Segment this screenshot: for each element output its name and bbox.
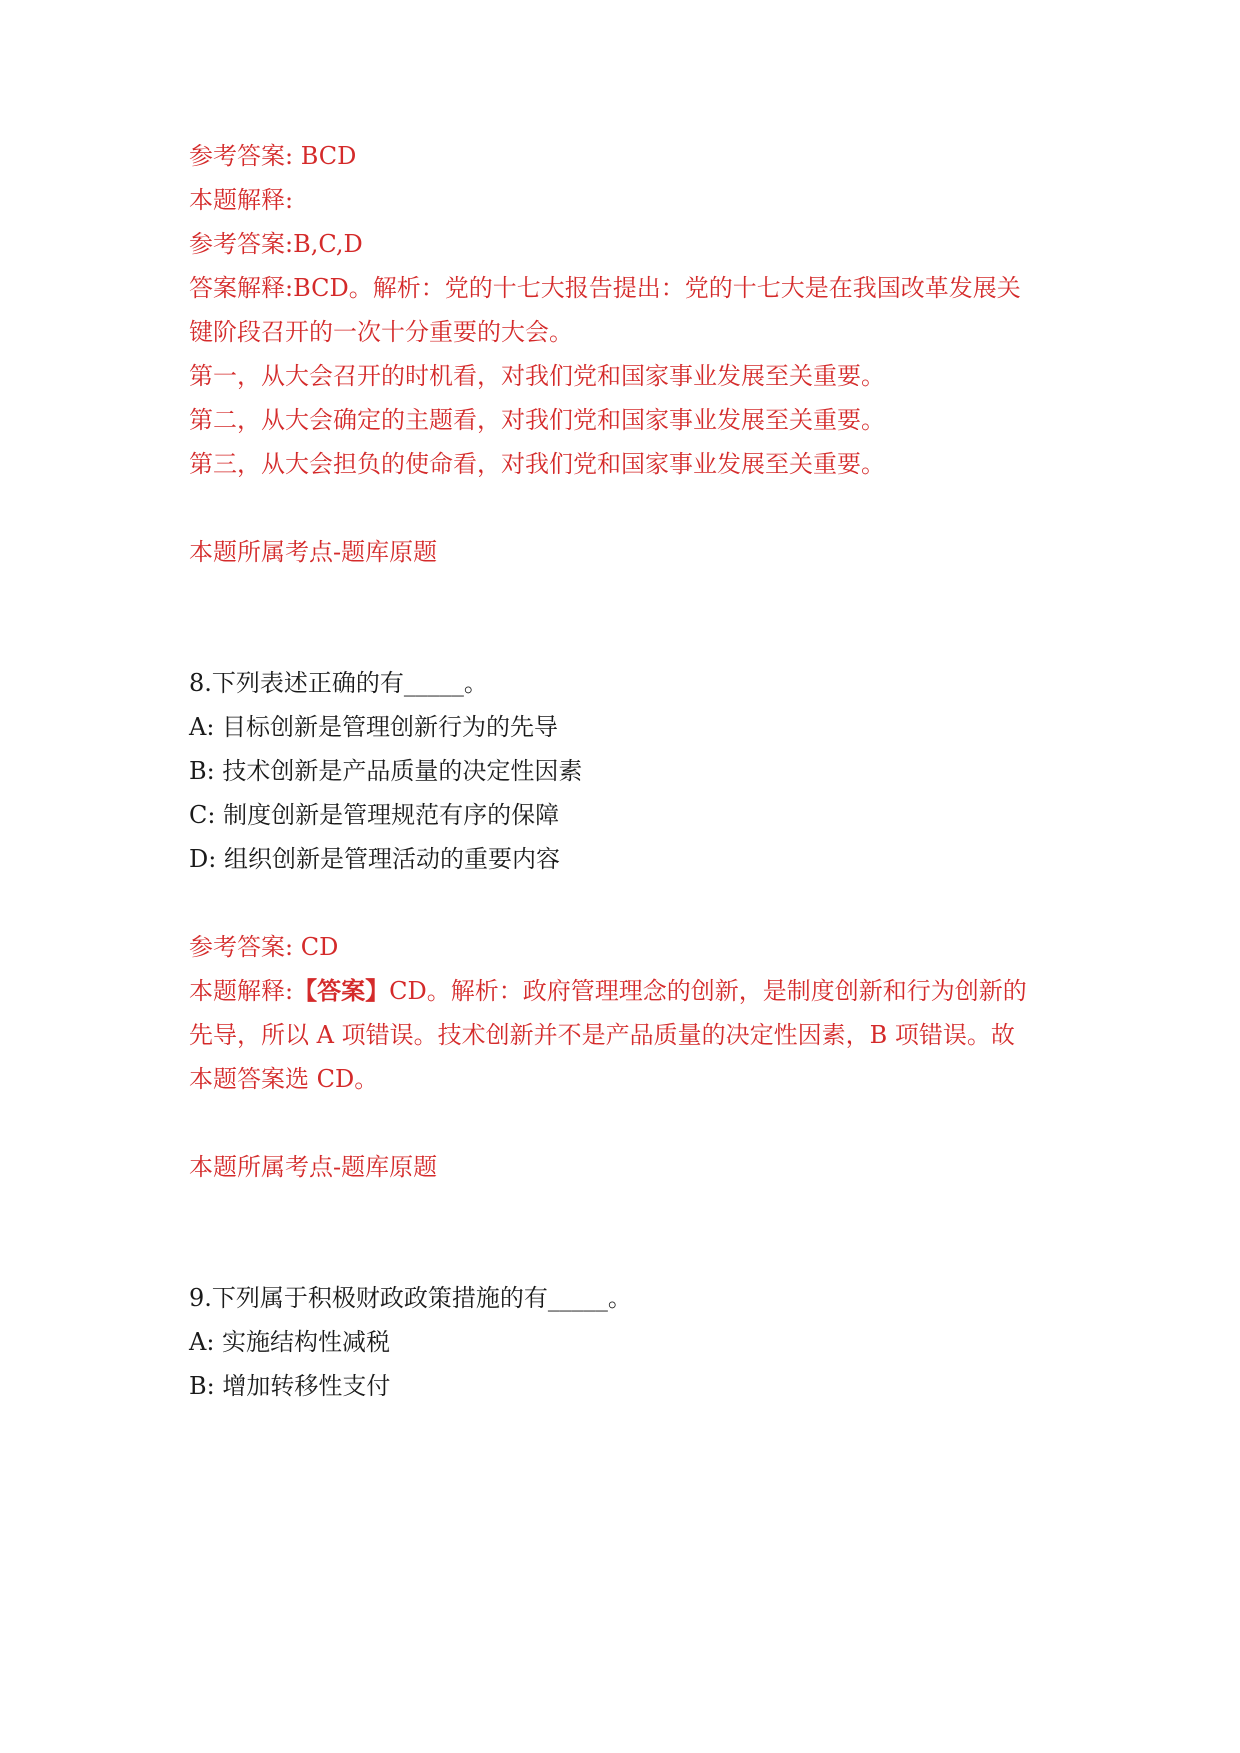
q8-explain-line-1-rest: CD。解析：政府管理理念的创新，是制度创新和行为创新的	[389, 977, 1027, 1005]
q7-answer-detail: 参考答案:B,C,D	[189, 230, 363, 258]
q7-explain-line-3: 第一，从大会召开的时机看，对我们党和国家事业发展至关重要。	[189, 362, 885, 390]
q7-explain-label: 本题解释:	[189, 186, 294, 214]
q8-answer: 参考答案: CD	[189, 933, 339, 961]
q8-explain-line-1	[189, 975, 1027, 1007]
q8-explain-prefix: 本题解释:	[189, 977, 294, 1005]
q7-explain-line-2: 键阶段召开的一次十分重要的大会。	[189, 318, 573, 346]
q7-explain-line-4: 第二，从大会确定的主题看，对我们党和国家事业发展至关重要。	[189, 406, 885, 434]
q7-answer: 参考答案: BCD	[189, 142, 357, 170]
q7-explain-line-5: 第三，从大会担负的使命看，对我们党和国家事业发展至关重要。	[189, 450, 885, 478]
q8-option-d: D: 组织创新是管理活动的重要内容	[189, 845, 560, 873]
q8-option-a: A: 目标创新是管理创新行为的先导	[189, 713, 559, 741]
q9-option-b: B: 增加转移性支付	[189, 1372, 391, 1400]
q8-option-b: B: 技术创新是产品质量的决定性因素	[189, 757, 583, 785]
q9-option-a: A: 实施结构性减税	[189, 1328, 391, 1356]
q9-stem: 9.下列属于积极财政政策措施的有_____。	[189, 1284, 632, 1312]
q8-option-c: C: 制度创新是管理规范有序的保障	[189, 801, 560, 829]
q8-explain-line-3: 本题答案选 CD。	[189, 1065, 379, 1093]
q8-explain-tag: 【答案】	[293, 976, 390, 1005]
q7-topic: 本题所属考点-题库原题	[189, 538, 438, 566]
q8-stem: 8.下列表述正确的有_____。	[189, 669, 488, 697]
q7-explain-line-1: 答案解释:BCD。解析：党的十七大报告提出：党的十七大是在我国改革发展关	[189, 274, 1021, 302]
q8-topic: 本题所属考点-题库原题	[189, 1153, 438, 1181]
q8-explain-line-2: 先导，所以 A 项错误。技术创新并不是产品质量的决定性因素，B 项错误。故	[189, 1021, 1015, 1049]
